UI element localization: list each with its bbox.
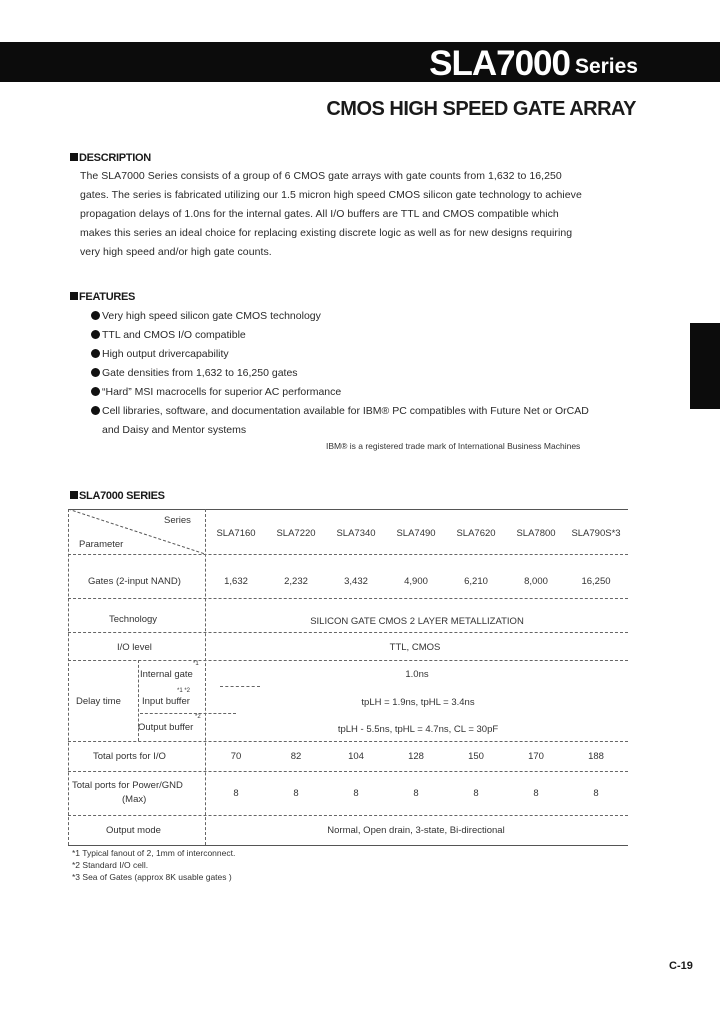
table-rule [68,771,628,772]
page-title: SLA7000 [429,44,570,83]
feature-item: Cell libraries, software, and documentation available for IBM® PC compatibles with Future Net or OrCAD [91,405,589,417]
bullet-icon [91,368,100,377]
table-left-border [68,509,69,845]
io-ports-cell: 150 [468,751,484,762]
io-ports-cell: 82 [290,751,302,762]
power-ports-max-label: (Max) [122,794,147,805]
gates-cell: 6,210 [464,576,488,587]
series-table-heading: SLA7000 SERIES [70,490,165,502]
power-ports-cell: 8 [473,788,479,799]
corner-series-label: Series [164,515,191,526]
title-suffix: Series [574,55,638,78]
footnote-marker: *1 [193,661,199,667]
gates-cell: 3,432 [344,576,368,587]
section-square-icon [70,292,78,300]
gates-cell: 2,232 [284,576,308,587]
gates-cell: 8,000 [524,576,548,587]
table-bottom-rule [68,845,628,846]
description-line: gates. The series is fabricated utilizing our 1.5 micron high speed CMOS silicon gate technology to achieve [80,189,582,201]
table-rule [140,713,236,714]
technology-label: Technology [109,614,158,625]
delay-time-label: Delay time [76,696,121,707]
table-rule [68,741,628,742]
power-ports-cell: 8 [533,788,539,799]
output-mode-label: Output mode [106,825,161,836]
io-ports-cell: 188 [588,751,604,762]
delay-internal-gate-value: 1.0ns [405,669,429,680]
bullet-icon [91,349,100,358]
description-line: very high speed and/or high gate counts. [80,246,272,258]
io-level-value: TTL, CMOS [389,642,441,653]
column-header: SLA7340 [336,528,376,539]
feature-item: High output drivercapability [91,348,229,360]
description-line: makes this series an ideal choice for replacing existing discrete logic as well as for new designs requiring [80,227,573,239]
page-subtitle: CMOS HIGH SPEED GATE ARRAY [326,98,636,120]
power-ports-cell: 8 [413,788,419,799]
delay-output-buffer-value: tpLH - 5.5ns, tpHL = 4.7ns, CL = 30pF [337,724,499,735]
column-header: SLA7220 [276,528,316,539]
bullet-icon [91,406,100,415]
io-ports-cell: 128 [408,751,424,762]
column-header: SLA7490 [396,528,436,539]
power-ports-cell: 8 [293,788,299,799]
delay-internal-gate-label: Internal gate [140,669,193,680]
bullet-icon [91,311,100,320]
table-rule [220,686,260,687]
section-tab-marker [690,323,720,409]
feature-item: “Hard” MSI macrocells for superior AC performance [91,386,341,398]
power-ports-label: Total ports for Power/GND [72,780,183,791]
footnote: *1 Typical fanout of 2, 1mm of interconnect. [72,848,236,858]
column-header: SLA7620 [456,528,496,539]
bullet-icon [91,387,100,396]
trademark-note: IBM® is a registered trade mark of International Business Machines [326,441,581,451]
table-rule [68,598,628,599]
io-ports-cell: 104 [348,751,364,762]
gates-cell: 16,250 [581,576,611,587]
footnote-marker: *1 *2 [177,688,191,694]
footnote: *3 Sea of Gates (approx 8K usable gates ) [72,872,232,882]
feature-item: Very high speed silicon gate CMOS technology [91,310,321,322]
delay-output-buffer-label: Output buffer [138,722,194,733]
power-ports-cell: 8 [353,788,359,799]
power-ports-cell: 8 [233,788,239,799]
io-ports-label: Total ports for I/O [93,751,166,762]
io-ports-cell: 70 [230,751,242,762]
output-mode-value: Normal, Open drain, 3-state, Bi-directional [327,825,505,836]
footnote: *2 Standard I/O cell. [72,860,149,870]
page-number: C-19 [669,960,693,972]
io-ports-cell: 170 [528,751,544,762]
feature-continuation: and Daisy and Mentor systems [102,424,247,436]
technology-value: SILICON GATE CMOS 2 LAYER METALLIZATION [310,616,524,627]
table-rule [68,660,628,661]
table-rule [68,632,628,633]
footnote-marker: *2 [195,714,201,720]
delay-input-buffer-label: Input buffer [142,696,190,707]
io-level-label: I/O level [117,642,152,653]
gates-cell: 4,900 [404,576,428,587]
bullet-icon [91,330,100,339]
description-heading: DESCRIPTION [70,152,151,164]
column-header: SLA7800 [516,528,556,539]
table-rule [68,815,628,816]
column-header: SLA790S*3 [571,528,621,539]
description-line: The SLA7000 Series consists of a group of 6 CMOS gate arrays with gate counts from 1,632 to 16,250 [80,170,562,182]
feature-item: Gate densities from 1,632 to 16,250 gates [91,367,298,379]
description-line: propagation delays of 1.0ns for the internal gates. All I/O buffers are TTL and CMOS compatible which [80,208,559,220]
gates-label: Gates (2-input NAND) [88,576,181,587]
corner-parameter-label: Parameter [79,539,124,550]
section-square-icon [70,491,78,499]
delay-input-buffer-value: tpLH = 1.9ns, tpHL = 3.4ns [361,697,475,708]
power-ports-cell: 8 [593,788,599,799]
section-square-icon [70,153,78,161]
gates-cell: 1,632 [224,576,248,587]
feature-item: TTL and CMOS I/O compatible [91,329,246,341]
table-column-divider [205,509,206,845]
column-header: SLA7160 [216,528,256,539]
features-heading: FEATURES [70,291,135,303]
